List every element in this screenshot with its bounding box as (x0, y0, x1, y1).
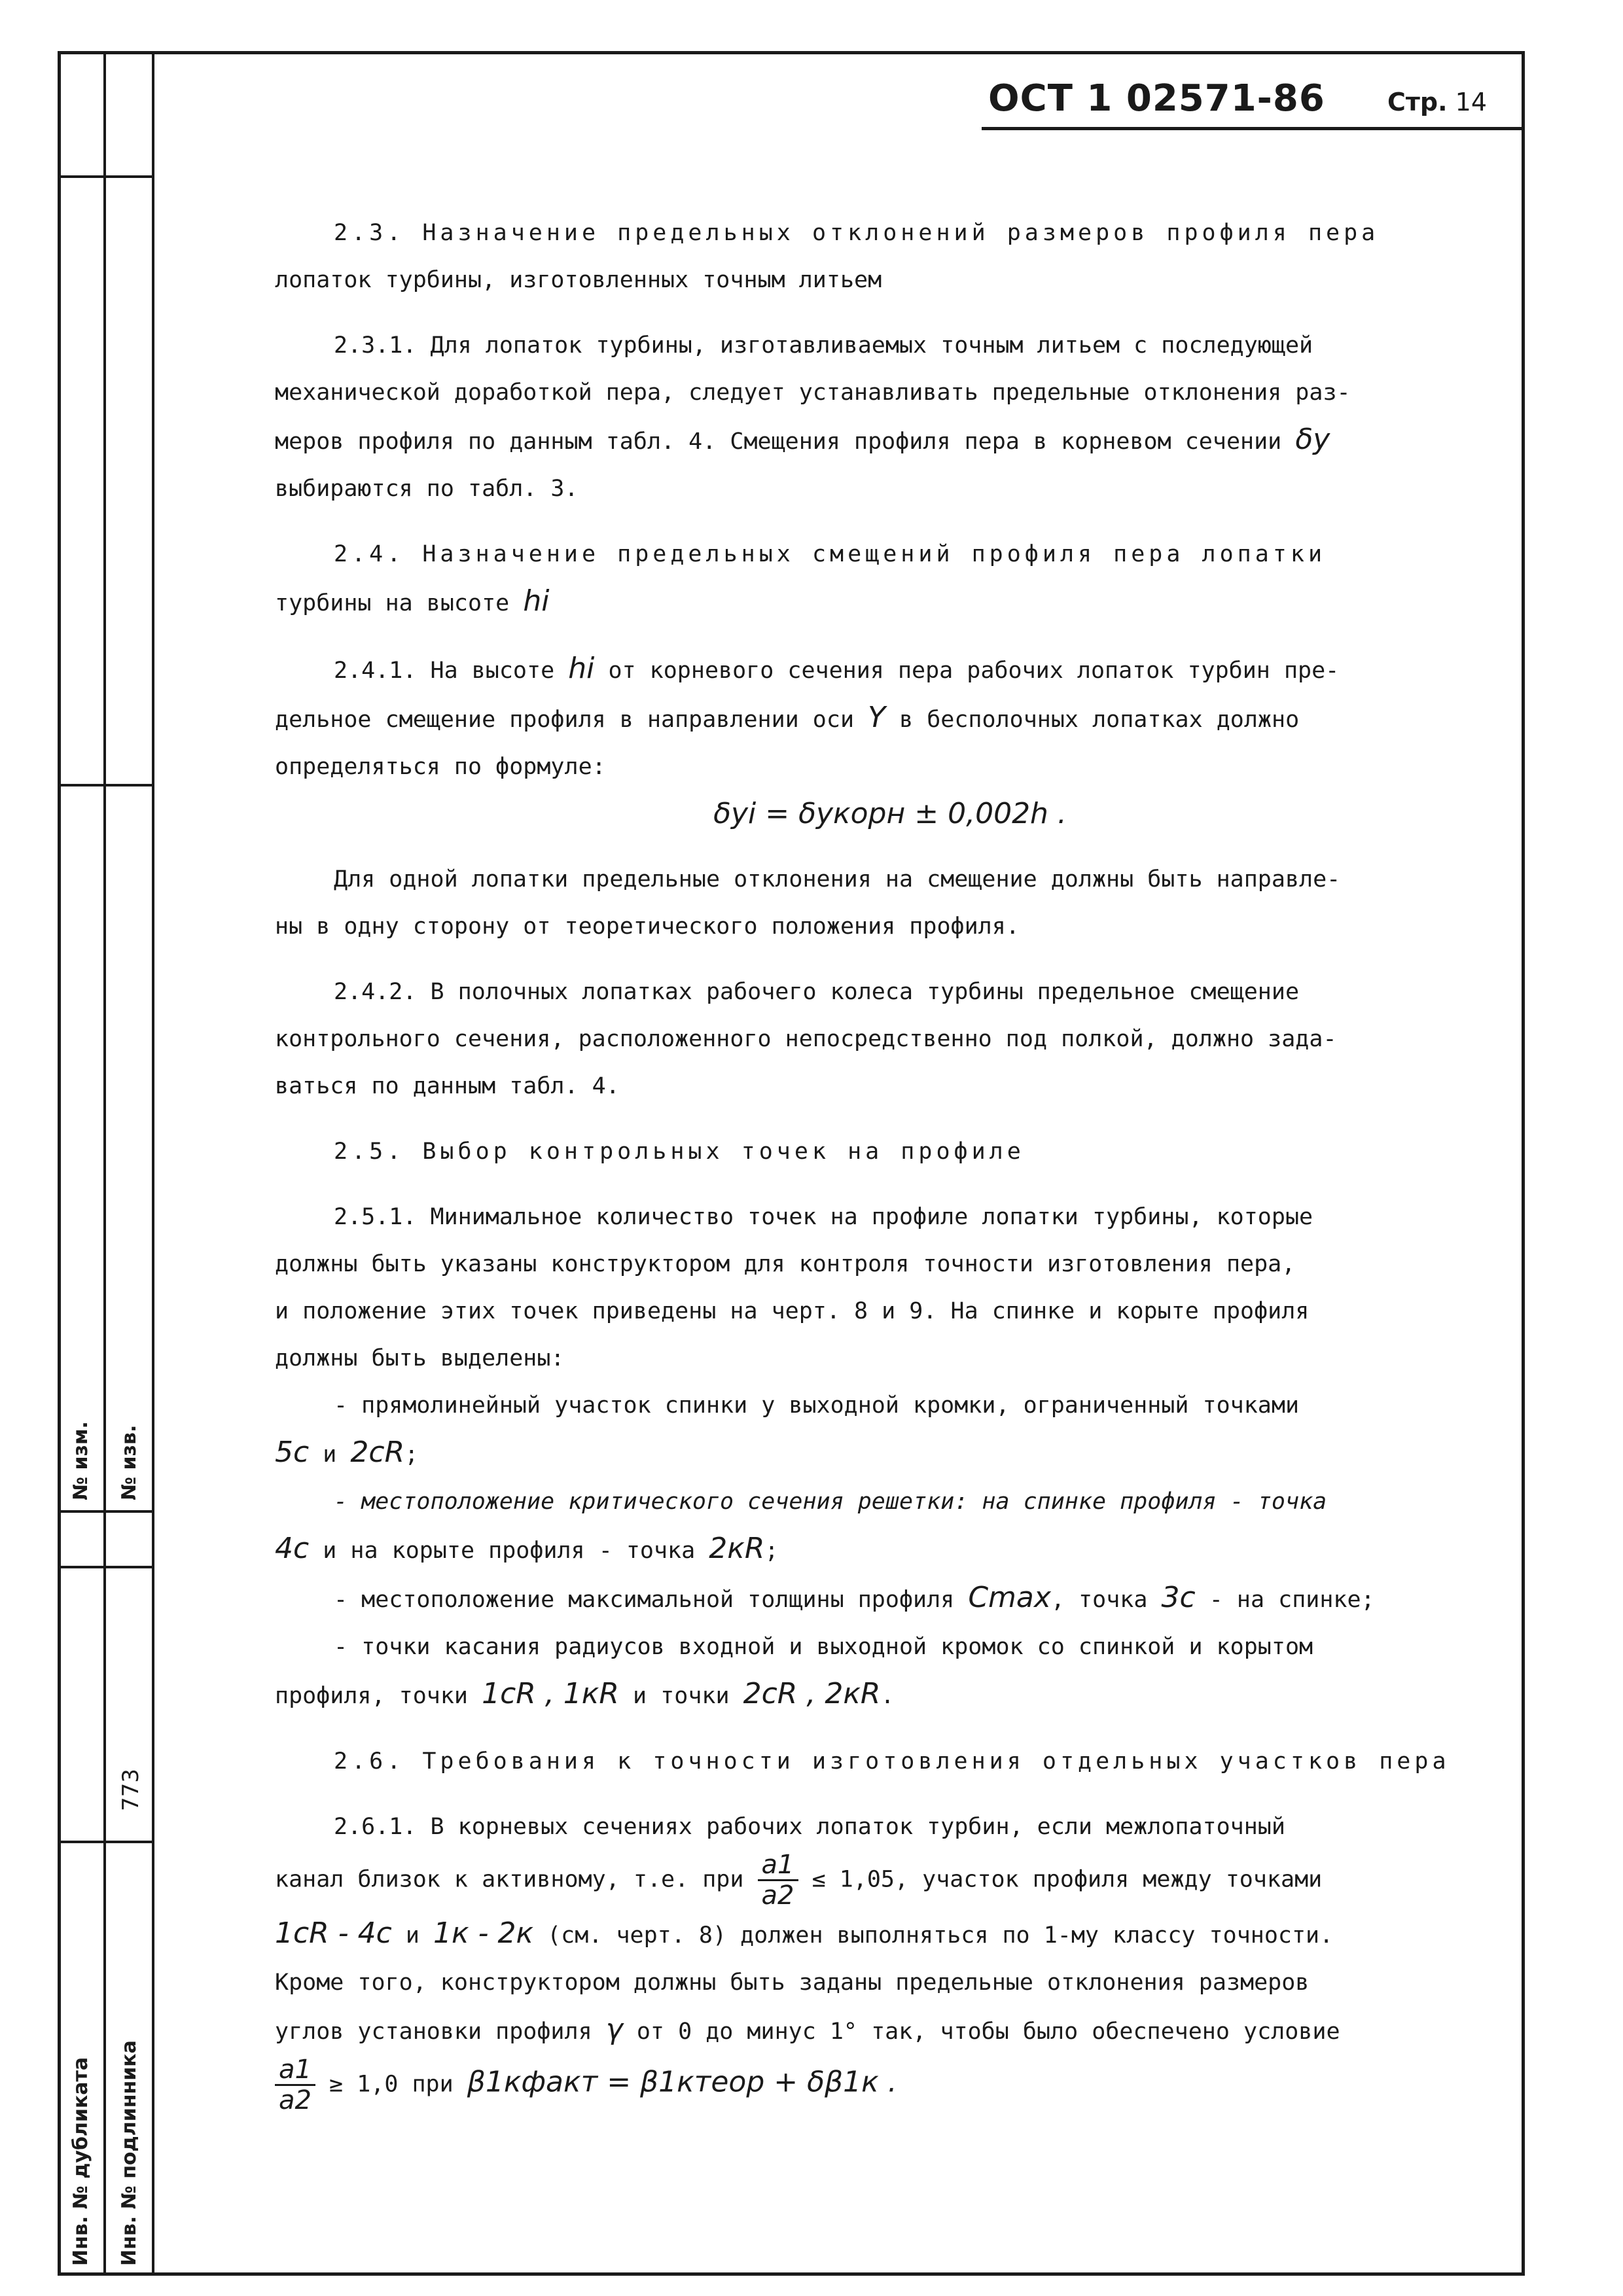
page-label: Стр. (1387, 88, 1448, 116)
paragraph: углов установки профиля γ от 0 до минус 1° так, чтобы было обеспечено условие (275, 2013, 1340, 2046)
paragraph: Кроме того, конструктором должны быть заданы предельные отклонения размеров (275, 1969, 1310, 1996)
page-number-value: 14 (1455, 88, 1488, 116)
document-code: ОСТ 1 02571-86 (988, 77, 1325, 120)
formula: β1кфакт = β1ктеор + δβ1к . (467, 2065, 897, 2099)
sidebar-inv-orig: Инв. № подлинника (118, 2040, 141, 2266)
fraction: $\frac{a1}{a2}$ (758, 1850, 798, 1910)
paragraph: механической доработкой пера, следует устанавливать предельные отклонения раз- (275, 380, 1351, 406)
list-item-cont: 4с и на корыте профиля - точка 2кR; (275, 1532, 779, 1565)
sidebar-rule (58, 1510, 154, 1513)
sidebar-izv: № изв. (118, 1424, 141, 1500)
paragraph: должны быть указаны конструктором для контроля точности изготовления пера, (275, 1251, 1296, 1277)
list-item: - местоположение максимальной толщины профиля Cmax, точка 3с - на спинке; (334, 1581, 1375, 1614)
list-item-cont: профиля, точки 1сR , 1кR и точки 2сR , 2кR. (275, 1677, 895, 1710)
symbol: Y (868, 701, 885, 734)
paragraph: ваться по данным табл. 4. (275, 1073, 620, 1099)
paragraph: 2.5.1. Минимальное количество точек на профиле лопатки турбины, которые (334, 1204, 1313, 1230)
symbol: hi (568, 652, 595, 685)
document-body (275, 209, 1505, 2115)
list-item: - местоположение критического сечения решетки: на спинке профиля - точка (334, 1489, 1327, 1515)
paragraph: определяться по формуле: (275, 754, 606, 780)
section-heading-cont: турбины на высоте hi (275, 584, 550, 618)
sidebar-rule (58, 1566, 154, 1568)
sidebar-stamp (58, 51, 154, 2276)
formula: δyi = δyкорн ± 0,002h . (713, 797, 1067, 830)
list-item: - прямолинейный участок спинки у выходной кромки, ограниченный точками (334, 1392, 1300, 1419)
sidebar-rule (58, 1841, 154, 1843)
paragraph: 2.6.1. В корневых сечениях рабочих лопаток турбин, если межлопаточный (334, 1814, 1285, 1840)
section-heading: 2.4. Назначение предельных смещений профиля пера лопатки (334, 541, 1327, 567)
paragraph: 2.3.1. Для лопаток турбины, изготавливаемых точным литьем с последующей (334, 332, 1313, 359)
paragraph: 2.4.1. На высоте hi от корневого сечения пера рабочих лопаток турбин пре- (334, 652, 1340, 685)
sidebar-rule (58, 175, 154, 178)
paragraph: канал близок к активному, т.е. при $\frac{a1}{a2}$ ≤ 1,05, участок профиля между точками (275, 1850, 1323, 1911)
paragraph: выбираются по табл. 3. (275, 476, 579, 502)
section-heading: 2.6. Требования к точности изготовления отдельных участков пера (334, 1748, 1450, 1775)
paragraph: 1сR - 4с и 1к - 2к (см. черт. 8) должен выполняться по 1-му классу точности. (275, 1916, 1334, 1950)
paragraph: ны в одну сторону от теоретического положения профиля. (275, 913, 1020, 940)
paragraph: и положение этих точек приведены на черт. 8 и 9. На спинке и корыте профиля (275, 1298, 1310, 1324)
paragraph: дельное смещение профиля в направлении оси Y в бесполочных лопатках должно (275, 701, 1300, 734)
fraction: $\frac{a1}{a2}$ (275, 2055, 315, 2115)
paragraph: $\frac{a1}{a2}$ ≥ 1,0 при β1кфакт = β1ктеор + δβ1к . (275, 2055, 1505, 2115)
paragraph: должны быть выделены: (275, 1345, 565, 1371)
paragraph: контрольного сечения, расположенного непосредственно под полкой, должно зада- (275, 1026, 1337, 1052)
page-number (1387, 88, 1487, 116)
paragraph: 2.4.2. В полочных лопатках рабочего колеса турбины предельное смещение (334, 979, 1300, 1005)
sidebar-inv-dup: Инв. № дубликата (69, 2057, 92, 2266)
list-item-cont: 5с и 2сR; (275, 1436, 419, 1469)
section-heading-cont: лопаток турбины, изготовленных точным литьем (275, 267, 882, 293)
symbol: hi (523, 584, 550, 618)
list-item: - точки касания радиусов входной и выходной кромок со спинкой и корытом (334, 1634, 1313, 1660)
header-rule (982, 127, 1525, 130)
sidebar-izm: № изм. (69, 1421, 92, 1500)
paragraph: меров профиля по данным табл. 4. Смещения профиля пера в корневом сечении δy (275, 423, 1330, 456)
sidebar-divider (152, 51, 154, 2276)
sidebar-rule (58, 784, 154, 786)
section-heading: 2.5. Выбор контрольных точек на профиле (334, 1139, 1025, 1165)
sidebar-divider (103, 51, 106, 2276)
section-heading: 2.3. Назначение предельных отклонений размеров профиля пера (334, 220, 1380, 246)
symbol: δy (1295, 423, 1330, 456)
paragraph: Для одной лопатки предельные отклонения на смещение должны быть направле- (334, 866, 1341, 892)
sidebar-number: 773 (118, 1769, 144, 1811)
